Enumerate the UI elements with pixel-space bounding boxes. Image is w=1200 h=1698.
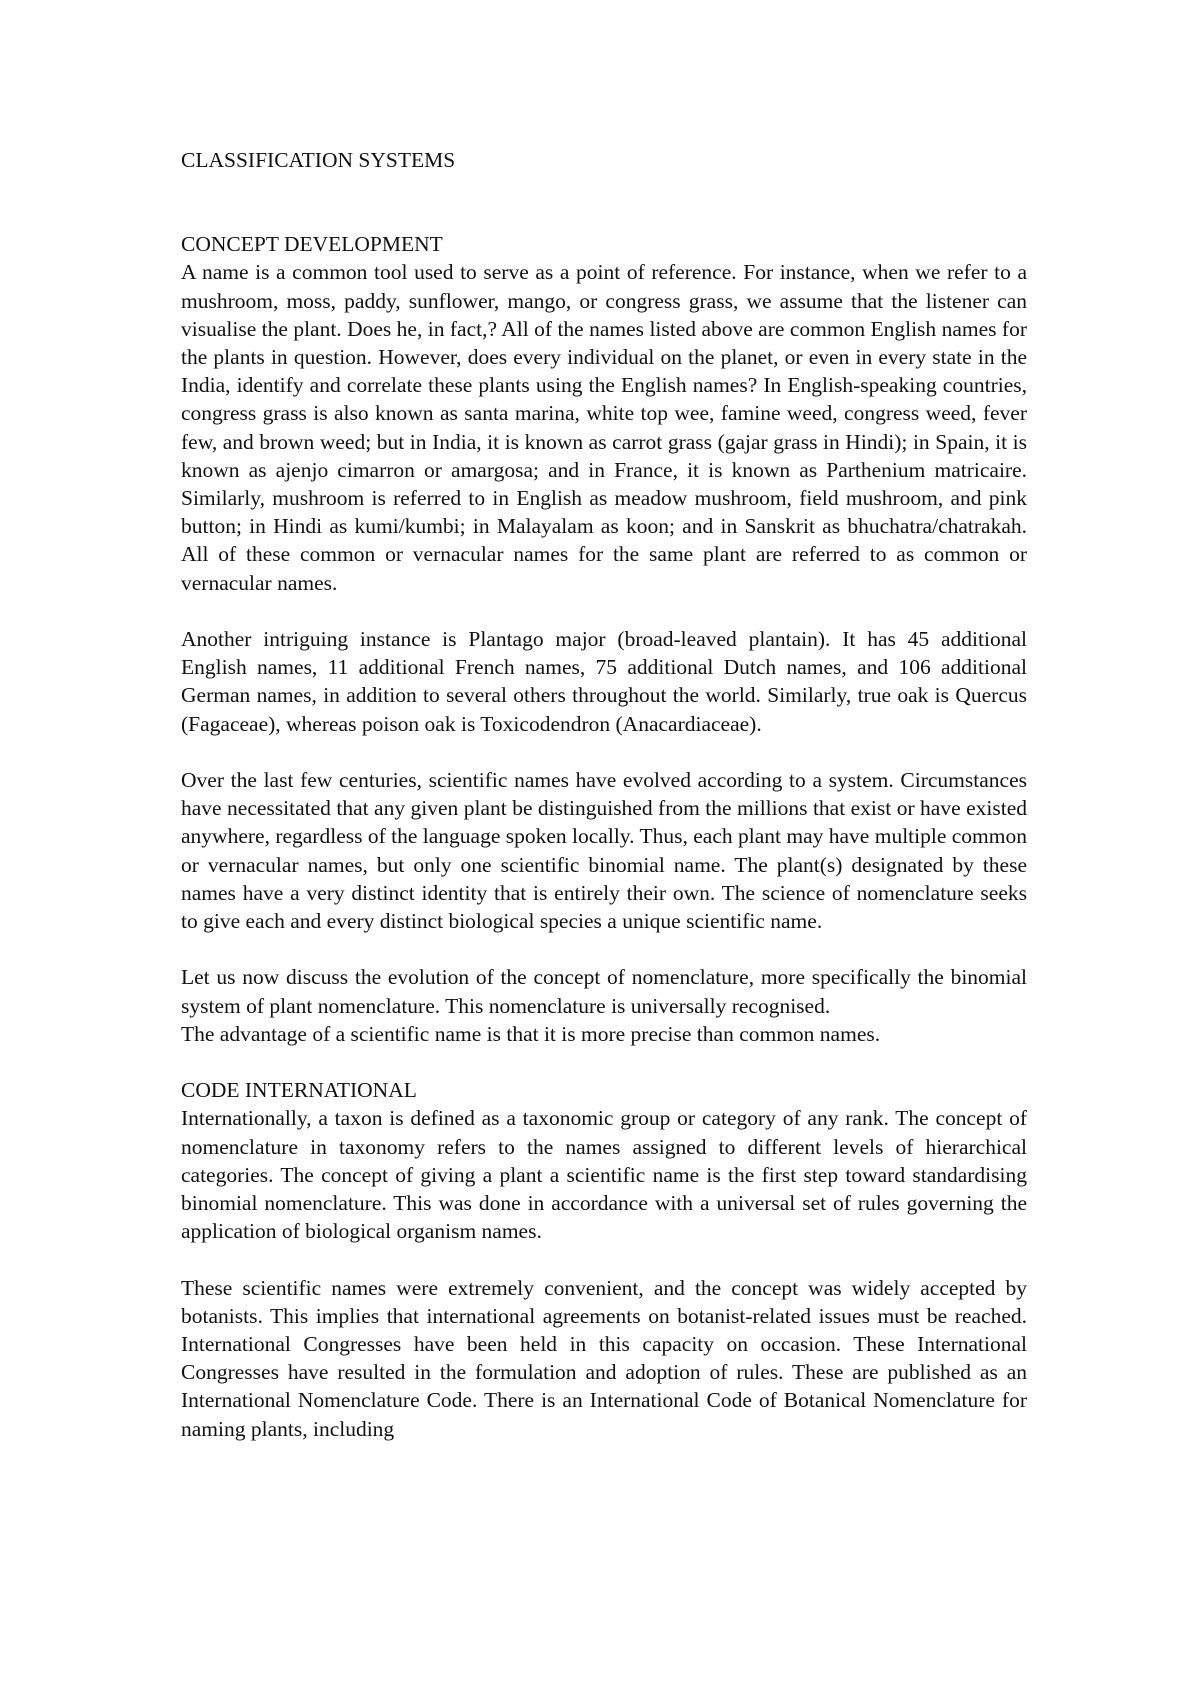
paragraph: Over the last few centuries, scientific names have evolved according to a system. Circumstances have necessitated that any given plant be distinguished from the millions that exist or have existed anywhere, regardless of the language spoken locally. Thus, each plant may have multiple common or vernacular names, but only one scientific binomial name. The plant(s) designated by these names have a very distinct identity that is entirely their own. The science of nomenclature seeks to give each and every distinct biological species a unique scientific name.: [181, 768, 1027, 934]
page-title: CLASSIFICATION SYSTEMS: [181, 148, 456, 172]
paragraph: Internationally, a taxon is defined as a taxonomic group or category of any rank. The concept of nomenclature in taxonomy refers to the names assigned to different levels of hierarchical categories. The concept of giving a plant a scientific name is the first step toward standardising binomial nomenclature. This was done in accordance with a universal set of rules governing the application of biological organism names.: [181, 1106, 1027, 1244]
paragraph: These scientific names were extremely convenient, and the concept was widely accepted by botanists. This implies that international agreements on botanist-related issues must be reached. International Congresses have been held in this capacity on occasion. These International Congresses have resulted in the formulation and adoption of rules. These are published as an International Nomenclature Code. There is an International Code of Botanical Nomenclature for naming plants, including: [181, 1275, 1027, 1441]
paragraph: Another intriguing instance is Plantago major (broad-leaved plantain). It has 45 additional English names, 11 additional French names, 75 additional Dutch names, and 106 additional German names, in addition to several others throughout the world. Similarly, true oak is Quercus (Fagaceae), whereas poison oak is Toxicodendron (Anacardiaceae).: [181, 627, 1027, 736]
paragraph: A name is a common tool used to serve as a point of reference. For instance, when we refer to a mushroom, moss, paddy, sunflower, mango, or congress grass, we assume that the listener can visualise the plant. Does he, in fact,? All of the names listed above are common English names for the plants in question. However, does every individual on the planet, or even in every state in the India, identify and correlate these plants using the English names? In English-speaking countries, congress grass is also known as santa marina, white top wee, famine weed, congress weed, fever few, and brown weed; but in India, it is known as carrot grass (gajar grass in Hindi); in Spain, it is known as ajenjo cimarron or amargosa; and in France, it is known as Parthenium matricaire. Similarly, mushroom is referred to in English as meadow mushroom, field mushroom, and pink button; in Hindi as kumi/kumbi; in Malayalam as koon; and in Sanskrit as bhuchatra/chatrakah. All of these common or vernacular names for the same plant are referred to as common or vernacular names.: [181, 260, 1027, 595]
section-heading-code-international: CODE INTERNATIONAL: [181, 1078, 417, 1103]
document-body: [181, 146, 1027, 1471]
section-heading-concept-development: CONCEPT DEVELOPMENT: [181, 232, 443, 257]
paragraph: Let us now discuss the evolution of the concept of nomenclature, more specifically the binomial system of plant nomenclature. This nomenclature is universally recognised.: [181, 965, 1027, 1018]
paragraph: The advantage of a scientific name is that it is more precise than common names.: [181, 1021, 881, 1046]
